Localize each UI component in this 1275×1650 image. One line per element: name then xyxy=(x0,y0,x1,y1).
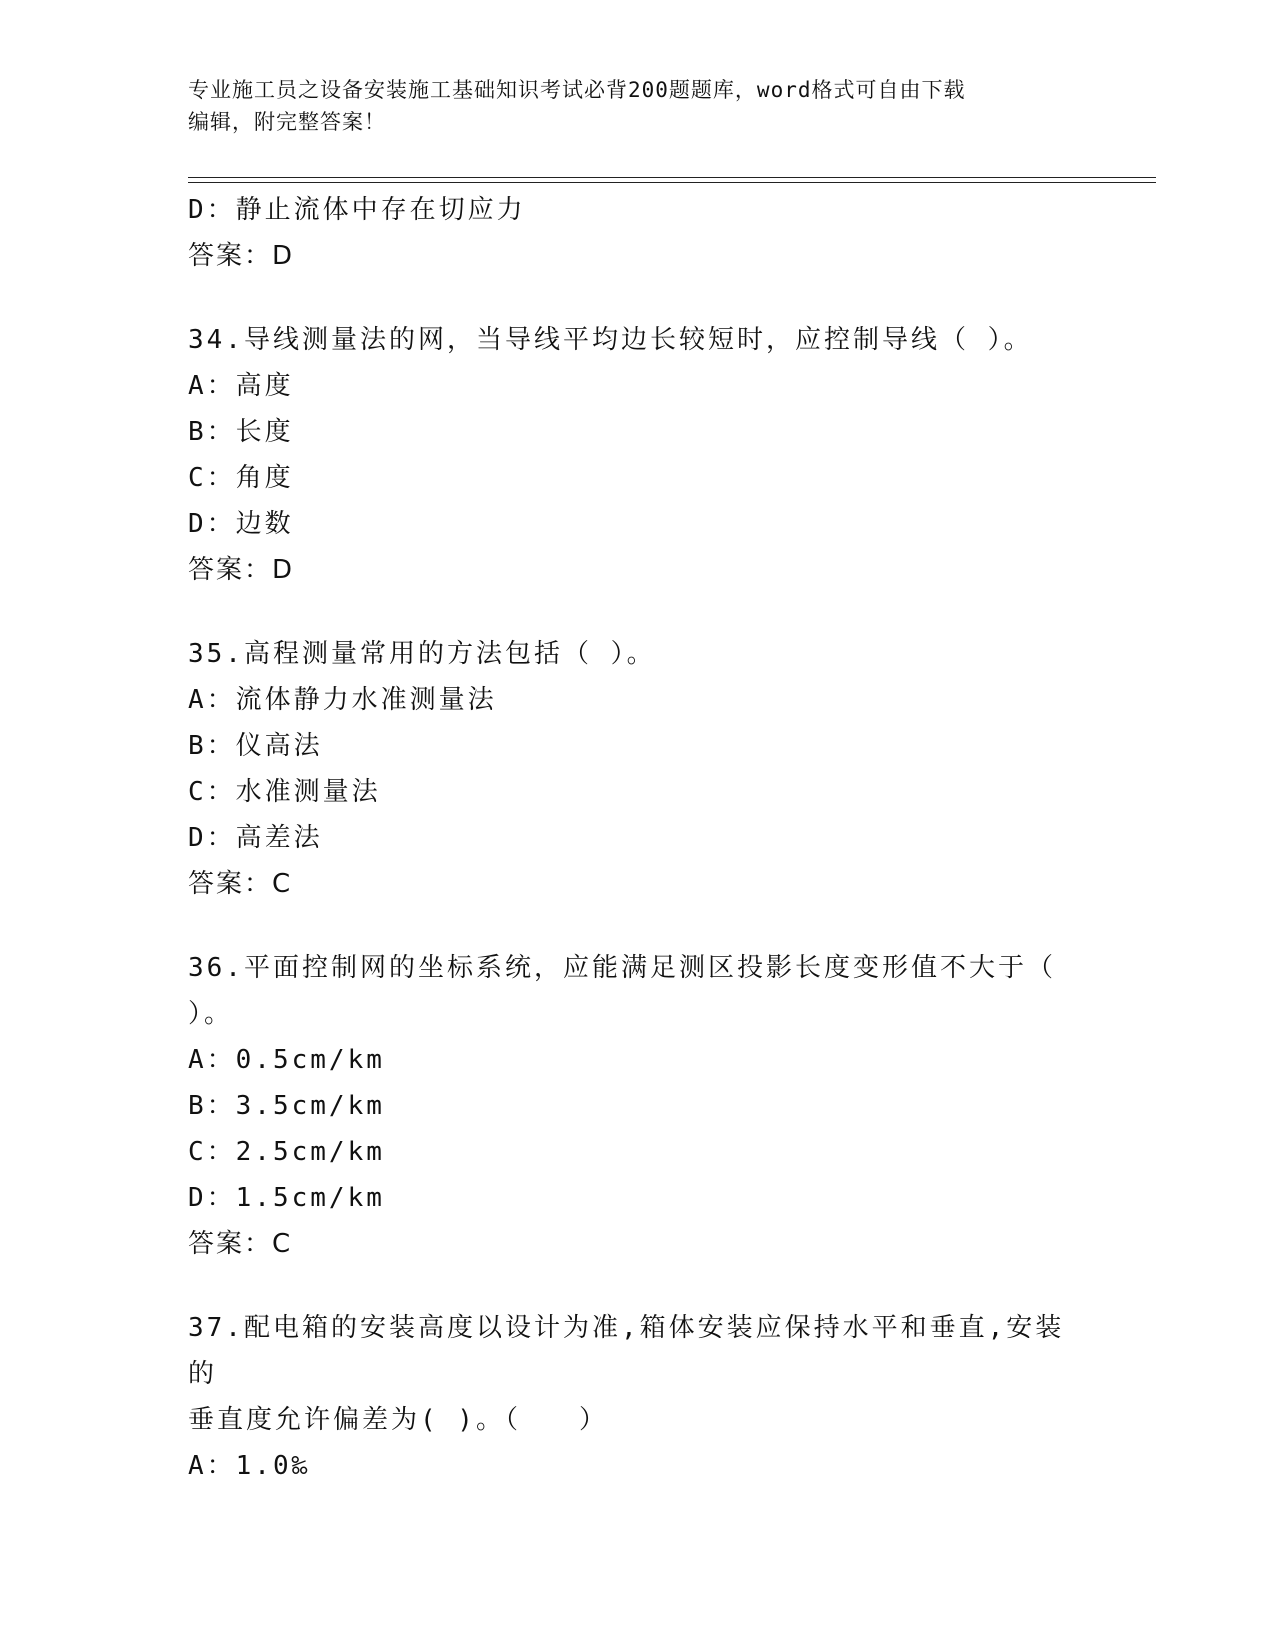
answer: 答案：C xyxy=(188,869,293,899)
option-d: D：边数 xyxy=(188,509,294,539)
question-36 xyxy=(188,945,1088,1267)
question-title-line-2: ）。 xyxy=(188,999,234,1029)
option-d: D：1.5cm/km xyxy=(188,1183,385,1213)
option-a: A：流体静力水准测量法 xyxy=(188,685,497,715)
answer: 答案：D xyxy=(188,555,295,585)
option-d: D：静止流体中存在切应力 xyxy=(188,195,526,225)
option-a: A：高度 xyxy=(188,371,294,401)
header-divider-top xyxy=(188,177,1156,178)
header-line-1: 专业施工员之设备安装施工基础知识考试必背200题题库，word格式可自由下载 xyxy=(188,78,966,102)
answer: 答案：C xyxy=(188,1229,293,1259)
option-d: D：高差法 xyxy=(188,823,323,853)
option-c: C：水准测量法 xyxy=(188,777,381,807)
previous-question-tail xyxy=(188,187,1088,279)
header-line-2: 编辑，附完整答案！ xyxy=(188,110,386,134)
option-b: B：3.5cm/km xyxy=(188,1091,385,1121)
header-divider-bottom xyxy=(188,182,1156,183)
question-title-line-1: 36.平面控制网的坐标系统，应能满足测区投影长度变形值不大于（ xyxy=(188,953,1056,983)
document-header xyxy=(188,74,1088,138)
option-a: A：1.0‰ xyxy=(188,1451,311,1481)
question-title-line-1: 37.配电箱的安装高度以设计为准,箱体安装应保持水平和垂直,安装的 xyxy=(188,1313,1065,1389)
question-34 xyxy=(188,317,1088,593)
document-body xyxy=(188,187,1088,1489)
question-title: 34.导线测量法的网，当导线平均边长较短时，应控制导线（ ）。 xyxy=(188,325,1033,355)
option-b: B：长度 xyxy=(188,417,294,447)
question-title-line-2: 垂直度允许偏差为( )。（ ） xyxy=(188,1405,608,1435)
answer: 答案：D xyxy=(188,241,295,271)
option-c: C：2.5cm/km xyxy=(188,1137,385,1167)
option-a: A：0.5cm/km xyxy=(188,1045,385,1075)
question-title: 35.高程测量常用的方法包括（ ）。 xyxy=(188,639,656,669)
question-37 xyxy=(188,1305,1088,1489)
option-c: C：角度 xyxy=(188,463,294,493)
question-35 xyxy=(188,631,1088,907)
option-b: B：仪高法 xyxy=(188,731,323,761)
